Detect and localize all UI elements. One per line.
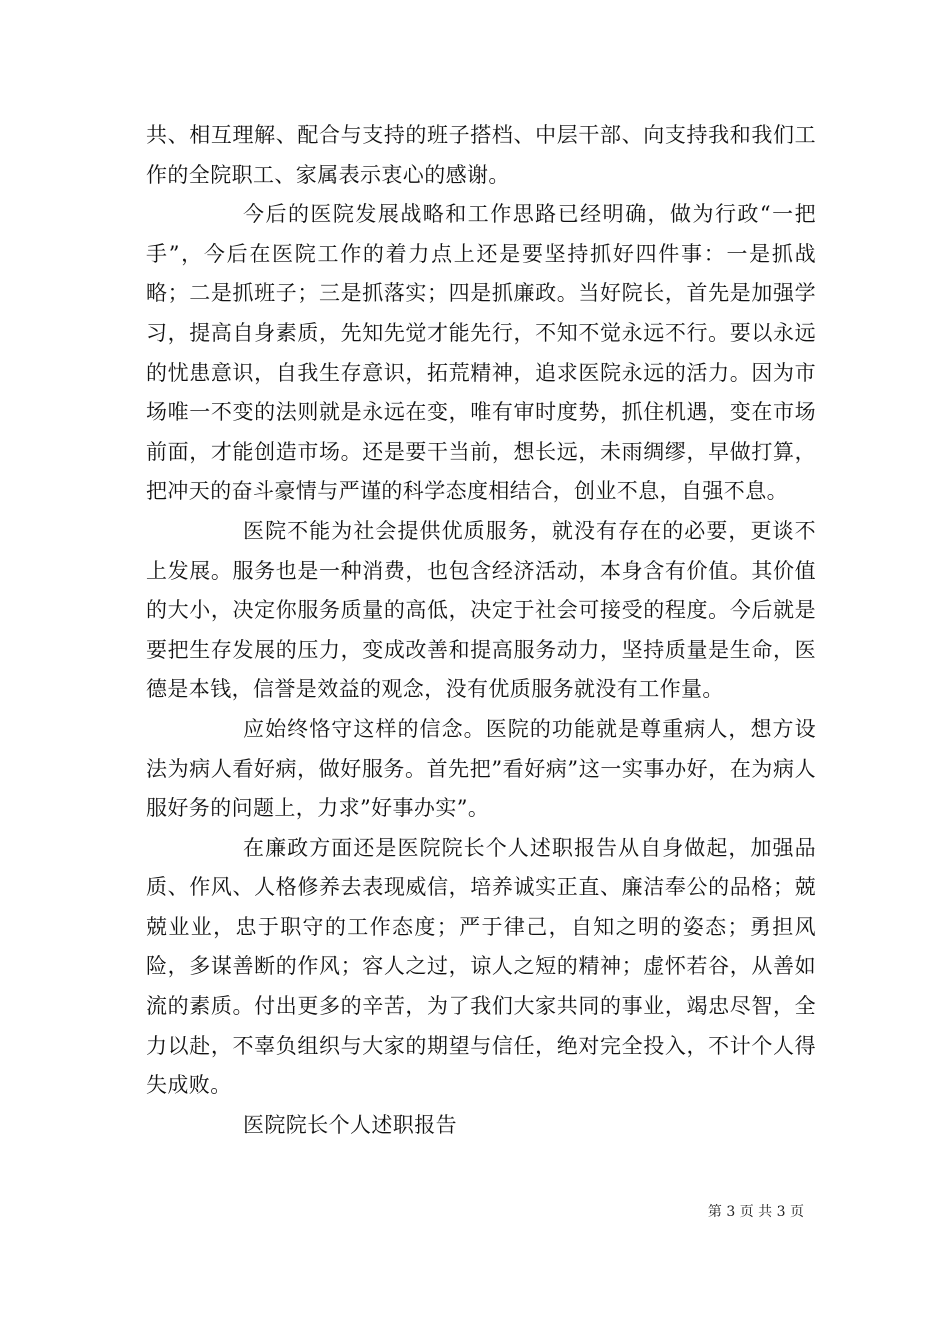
document-body [146,116,816,1145]
paragraph-continuation: 共、相互理解、配合与支持的班子搭档、中层干部、向支持我和我们工作的全院职工、家属表示衷心的感谢。 [146,123,816,187]
paragraph-title-repeat: 医院院长个人述职报告 [243,1112,457,1137]
paragraph-belief: 应始终恪守这样的信念。医院的功能就是尊重病人，想方设法为病人看好病，做好服务。首先把”看好病”这一实事办好，在为病人服好务的问题上，力求”好事办实”。 [146,716,816,821]
paragraph-service: 医院不能为社会提供优质服务，就没有存在的必要，更谈不上发展。服务也是一种消费，也包含经济活动，本身含有价值。其价值的大小，决定你服务质量的高低，决定于社会可接受的程度。今后就是要把生存发展的压力，变成改善和提高服务动力，坚持质量是生命，医德是本钱，信誉是效益的观念，没有优质服务就没有工作量。 [146,518,816,702]
paragraph-strategy: 今后的医院发展战略和工作思路已经明确，做为行政“一把手”，今后在医院工作的着力点上还是要坚持抓好四件事：一是抓战略；二是抓班子；三是抓落实；四是抓廉政。当好院长，首先是加强学习，提高自身素质，先知先觉才能先行，不知不觉永远不行。要以永远的忧患意识，自我生存意识，拓荒精神，追求医院永远的活力。因为市场唯一不变的法则就是永远在变，唯有审时度势，抓住机遇，变在市场前面，才能创造市场。还是要干当前，想长远，未雨绸缪，早做打算，把冲天的奋斗豪情与严谨的科学态度相结合，创业不息，自强不息。 [146,202,816,504]
page-number: 第 3 页 共 3 页 [707,1204,804,1220]
paragraph-integrity: 在廉政方面还是医院院长个人述职报告从自身做起，加强品质、作风、人格修养去表现威信，培养诚实正直、廉洁奉公的品格；兢兢业业，忠于职守的工作态度；严于律己，自知之明的姿态；勇担风险，多谋善断的作风；容人之过，谅人之短的精神；虚怀若谷，从善如流的素质。付出更多的辛苦，为了我们大家共同的事业，竭忠尽智，全力以赴，不辜负组织与大家的期望与信任，绝对完全投入，不计个人得失成败。 [146,835,816,1098]
